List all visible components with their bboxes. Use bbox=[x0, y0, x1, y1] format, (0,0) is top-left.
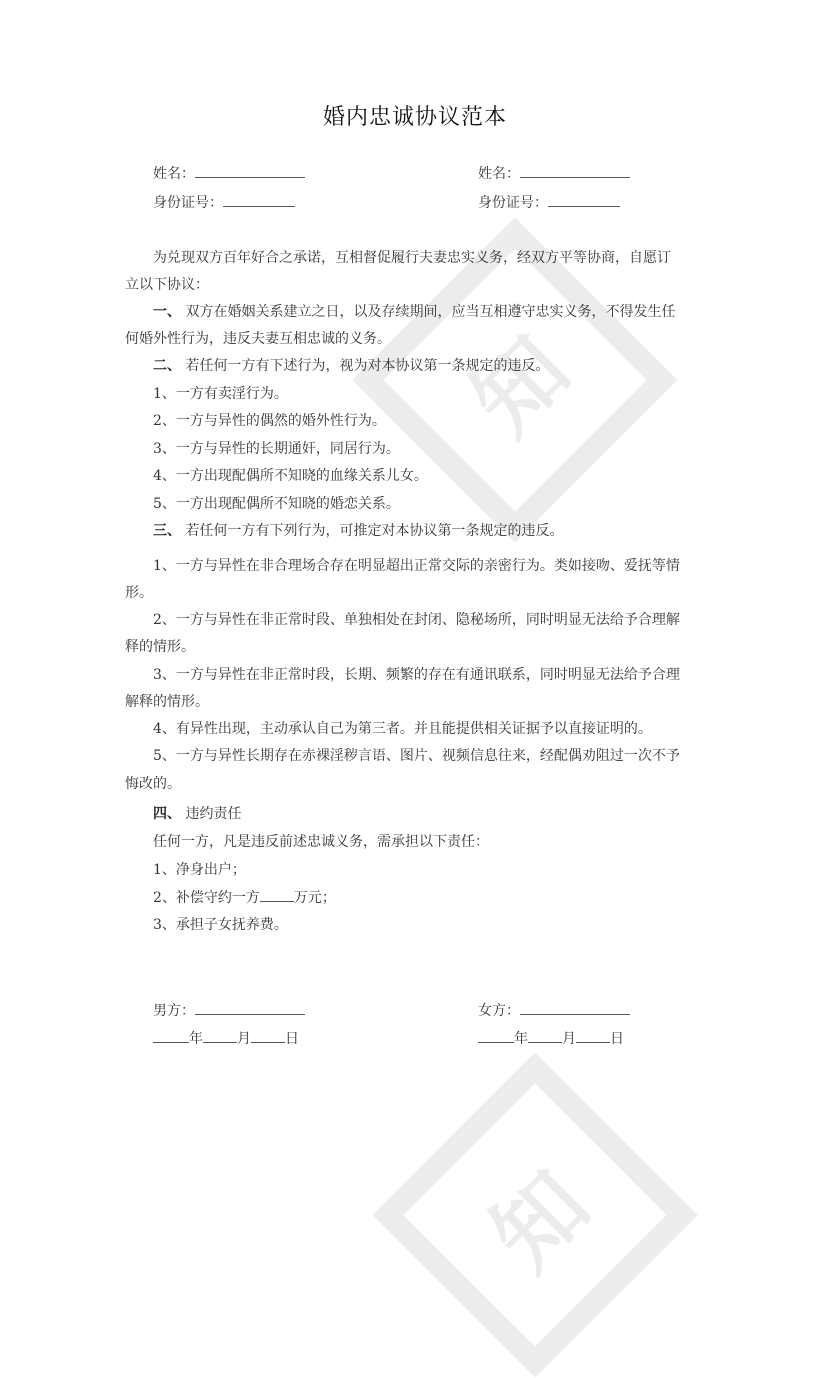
preamble-line-1: 为兑现双方百年好合之承诺，互相督促履行夫妻忠实义务，经双方平等协商，自愿订 bbox=[153, 250, 671, 266]
id-blank[interactable] bbox=[223, 192, 295, 207]
section1-line-1 bbox=[153, 302, 675, 322]
watermark-logo-bottom bbox=[372, 1052, 697, 1377]
section3-number: 三、 bbox=[153, 523, 181, 539]
section2-item-3: 3、一方与异性的长期通奸，同居行为。 bbox=[153, 441, 400, 457]
section3-item-5-line-1: 5、一方与异性长期存在赤裸淫秽言语、图片、视频信息往来，经配偶劝阻过一次不予 bbox=[153, 748, 680, 764]
section1-line-2: 何婚外性行为，违反夫妻互相忠诚的义务。 bbox=[125, 331, 391, 347]
female-signature-blank[interactable] bbox=[520, 1000, 630, 1015]
preamble-line-2: 立以下协议： bbox=[125, 277, 209, 293]
month-blank[interactable] bbox=[203, 1028, 237, 1043]
day-blank[interactable] bbox=[576, 1028, 610, 1043]
month-label: 月 bbox=[562, 1031, 576, 1047]
male-signature-blank[interactable] bbox=[195, 1000, 305, 1015]
section3-item-1-line-1: 1、一方与异性在非合理场合存在明显超出正常交际的亲密行为。类如接吻、爱抚等情 bbox=[153, 558, 680, 574]
document-title: 婚内忠诚协议范本 bbox=[322, 105, 507, 130]
party-left-name bbox=[153, 163, 305, 184]
section4-number: 四、 bbox=[153, 806, 181, 822]
section2-item-2: 2、一方与异性的偶然的婚外性行为。 bbox=[153, 413, 386, 429]
month-label: 月 bbox=[237, 1031, 251, 1047]
section2-heading-text: 若任何一方有下述行为，视为对本协议第一条规定的违反。 bbox=[185, 358, 550, 374]
date-female bbox=[478, 1028, 624, 1049]
date-male bbox=[153, 1028, 299, 1049]
section2-heading bbox=[153, 356, 549, 376]
section4-item-3: 3、承担子女抚养费。 bbox=[153, 917, 288, 933]
name-label: 姓名： bbox=[478, 166, 520, 182]
section3-item-3-line-1: 3、一方与异性在非正常时段，长期、频繁的存在有通讯联系，同时明显无法给予合理 bbox=[153, 667, 680, 683]
section3-item-5-line-2: 悔改的。 bbox=[125, 776, 181, 792]
day-label: 日 bbox=[285, 1031, 299, 1047]
section2-item-1: 1、一方有卖淫行为。 bbox=[153, 386, 288, 402]
party-right-name bbox=[478, 163, 630, 184]
section2-item-5: 5、一方出现配偶所不知晓的婚恋关系。 bbox=[153, 496, 400, 512]
watermark-text: 知 bbox=[452, 317, 590, 455]
compensation-amount-blank[interactable] bbox=[260, 887, 294, 902]
watermark-text: 知 bbox=[472, 1152, 610, 1290]
compensation-unit: 万元； bbox=[293, 890, 336, 906]
section4-intro: 任何一方，凡是违反前述忠诚义务，需承担以下责任： bbox=[153, 834, 489, 850]
section1-text: 双方在婚姻关系建立之日，以及存续期间，应当互相遵守忠实义务，不得发生任 bbox=[185, 304, 676, 320]
year-blank[interactable] bbox=[153, 1028, 189, 1043]
section4-heading bbox=[153, 804, 241, 824]
name-label: 姓名： bbox=[153, 166, 195, 182]
section3-item-4: 4、有异性出现，主动承认自己为第三者。并且能提供相关证据予以直接证明的。 bbox=[153, 721, 652, 737]
section3-item-1-line-2: 形。 bbox=[125, 585, 153, 601]
id-label: 身份证号： bbox=[153, 195, 223, 211]
day-blank[interactable] bbox=[251, 1028, 285, 1043]
id-blank[interactable] bbox=[548, 192, 620, 207]
section3-item-2-line-1: 2、一方与异性在非正常时段、单独相处在封闭、隐秘场所，同时明显无法给予合理解 bbox=[153, 612, 680, 628]
section2-item-4: 4、一方出现配偶所不知晓的血缘关系儿女。 bbox=[153, 468, 428, 484]
year-label: 年 bbox=[189, 1031, 203, 1047]
section4-item-2 bbox=[153, 887, 336, 908]
name-blank[interactable] bbox=[520, 163, 630, 178]
day-label: 日 bbox=[610, 1031, 624, 1047]
signature-female bbox=[478, 1000, 630, 1021]
year-label: 年 bbox=[514, 1031, 528, 1047]
section3-item-3-line-2: 解释的情形。 bbox=[125, 694, 209, 710]
section3-heading bbox=[153, 521, 563, 541]
name-blank[interactable] bbox=[195, 163, 305, 178]
id-label: 身份证号： bbox=[478, 195, 548, 211]
party-left-id bbox=[153, 192, 295, 213]
section3-item-2-line-2: 释的情形。 bbox=[125, 639, 195, 655]
section3-heading-text: 若任何一方有下列行为，可推定对本协议第一条规定的违反。 bbox=[185, 523, 564, 539]
year-blank[interactable] bbox=[478, 1028, 514, 1043]
male-label: 男方： bbox=[153, 1003, 195, 1019]
compensation-text: 2、补偿守约一方 bbox=[153, 890, 260, 906]
party-right-id bbox=[478, 192, 620, 213]
section4-item-1: 1、净身出户； bbox=[153, 862, 246, 878]
month-blank[interactable] bbox=[528, 1028, 562, 1043]
signature-male bbox=[153, 1000, 305, 1021]
section1-number: 一、 bbox=[153, 304, 181, 320]
section4-heading-text: 违约责任 bbox=[185, 806, 242, 822]
female-label: 女方： bbox=[478, 1003, 520, 1019]
section2-number: 二、 bbox=[153, 358, 181, 374]
